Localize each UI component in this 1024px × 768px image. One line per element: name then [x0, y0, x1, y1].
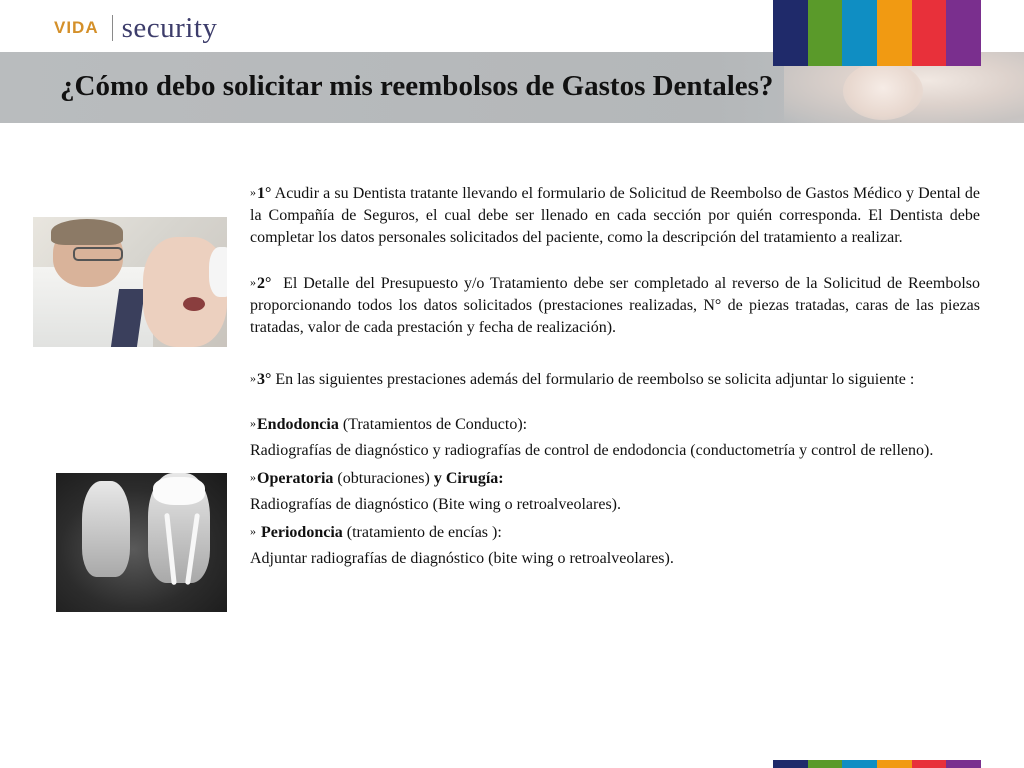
brand-color-stripes-top [773, 0, 981, 66]
treatment-name: Endodoncia [257, 416, 339, 433]
stripe-blue [842, 0, 877, 66]
treatment-extra: y Cirugía: [433, 470, 504, 487]
step-number: 2° [257, 275, 272, 292]
bullet-marker: » [250, 275, 256, 289]
treatment-endodoncia [250, 412, 980, 436]
instructions-body [250, 181, 980, 574]
treatment-detail: (tratamiento de encías ): [346, 524, 502, 541]
bullet-marker: » [250, 185, 256, 199]
bullet-marker: » [250, 524, 256, 538]
treatment-detail: (obturaciones) [337, 470, 430, 487]
stripe-navy [773, 760, 808, 768]
brand-color-stripes-bottom [773, 760, 981, 768]
treatment-detail: (Tratamientos de Conducto): [338, 416, 528, 433]
treatment-name: Operatoria [257, 470, 334, 487]
step-text: El Detalle del Presupuesto y/o Tratamiento debe ser completado al reverso de la Solicitud de Reembolso proporcionando todos los datos solicitados (prestaciones realizadas, N° de piezas tratadas, caras de las piezas tratadas, valor de cada prestación y fecha de realización). [250, 275, 980, 336]
stripe-green [808, 0, 843, 66]
bullet-marker: » [250, 371, 256, 385]
header-child-face [843, 62, 923, 120]
stripe-blue [842, 760, 877, 768]
treatment-name: Periodoncia [261, 524, 343, 541]
stripe-purple [946, 0, 981, 66]
stripe-purple [946, 760, 981, 768]
step-text: En las siguientes prestaciones además del formulario de reembolso se solicita adjuntar lo siguiente : [275, 371, 915, 388]
bullet-marker: » [250, 416, 256, 430]
stripe-red [912, 760, 947, 768]
step-text: Acudir a su Dentista tratante llevando el formulario de Solicitud de Reembolso de Gastos Médico y Dental de la Compañía de Seguros, el cual debe ser llenado en cada sección por quién corresponda. El Dentista debe completar los datos personales solicitados del paciente, como la descripción del tratamiento a realizar. [250, 185, 980, 246]
treatment-requirement: Radiografías de diagnóstico (Bite wing o retroalveolares). [250, 496, 621, 513]
treatment-operatoria [250, 466, 980, 490]
treatment-periodoncia [250, 520, 980, 544]
dentist-with-patient-photo [33, 217, 227, 347]
step-3 [250, 367, 980, 391]
stripe-orange [877, 760, 912, 768]
bullet-marker: » [250, 470, 256, 484]
step-number: 3° [257, 371, 272, 388]
treatment-requirement: Radiografías de diagnóstico y radiografías de control de endodoncia (conductometría y control de relleno). [250, 442, 934, 459]
step-2 [250, 271, 980, 339]
step-number: 1° [257, 185, 272, 202]
page-title: ¿Cómo debo solicitar mis reembolsos de Gastos Dentales? [60, 70, 774, 102]
stripe-navy [773, 0, 808, 66]
logo-vida-text: VIDA [54, 18, 99, 37]
stripe-green [808, 760, 843, 768]
logo-divider [112, 15, 113, 41]
stripe-red [912, 0, 947, 66]
treatment-requirement: Adjuntar radiografías de diagnóstico (bite wing o retroalveolares). [250, 550, 674, 567]
dental-xray-photo [56, 473, 227, 612]
step-1 [250, 181, 980, 249]
logo-security-text: security [121, 11, 218, 44]
vida-security-logo [54, 6, 217, 50]
stripe-orange [877, 0, 912, 66]
